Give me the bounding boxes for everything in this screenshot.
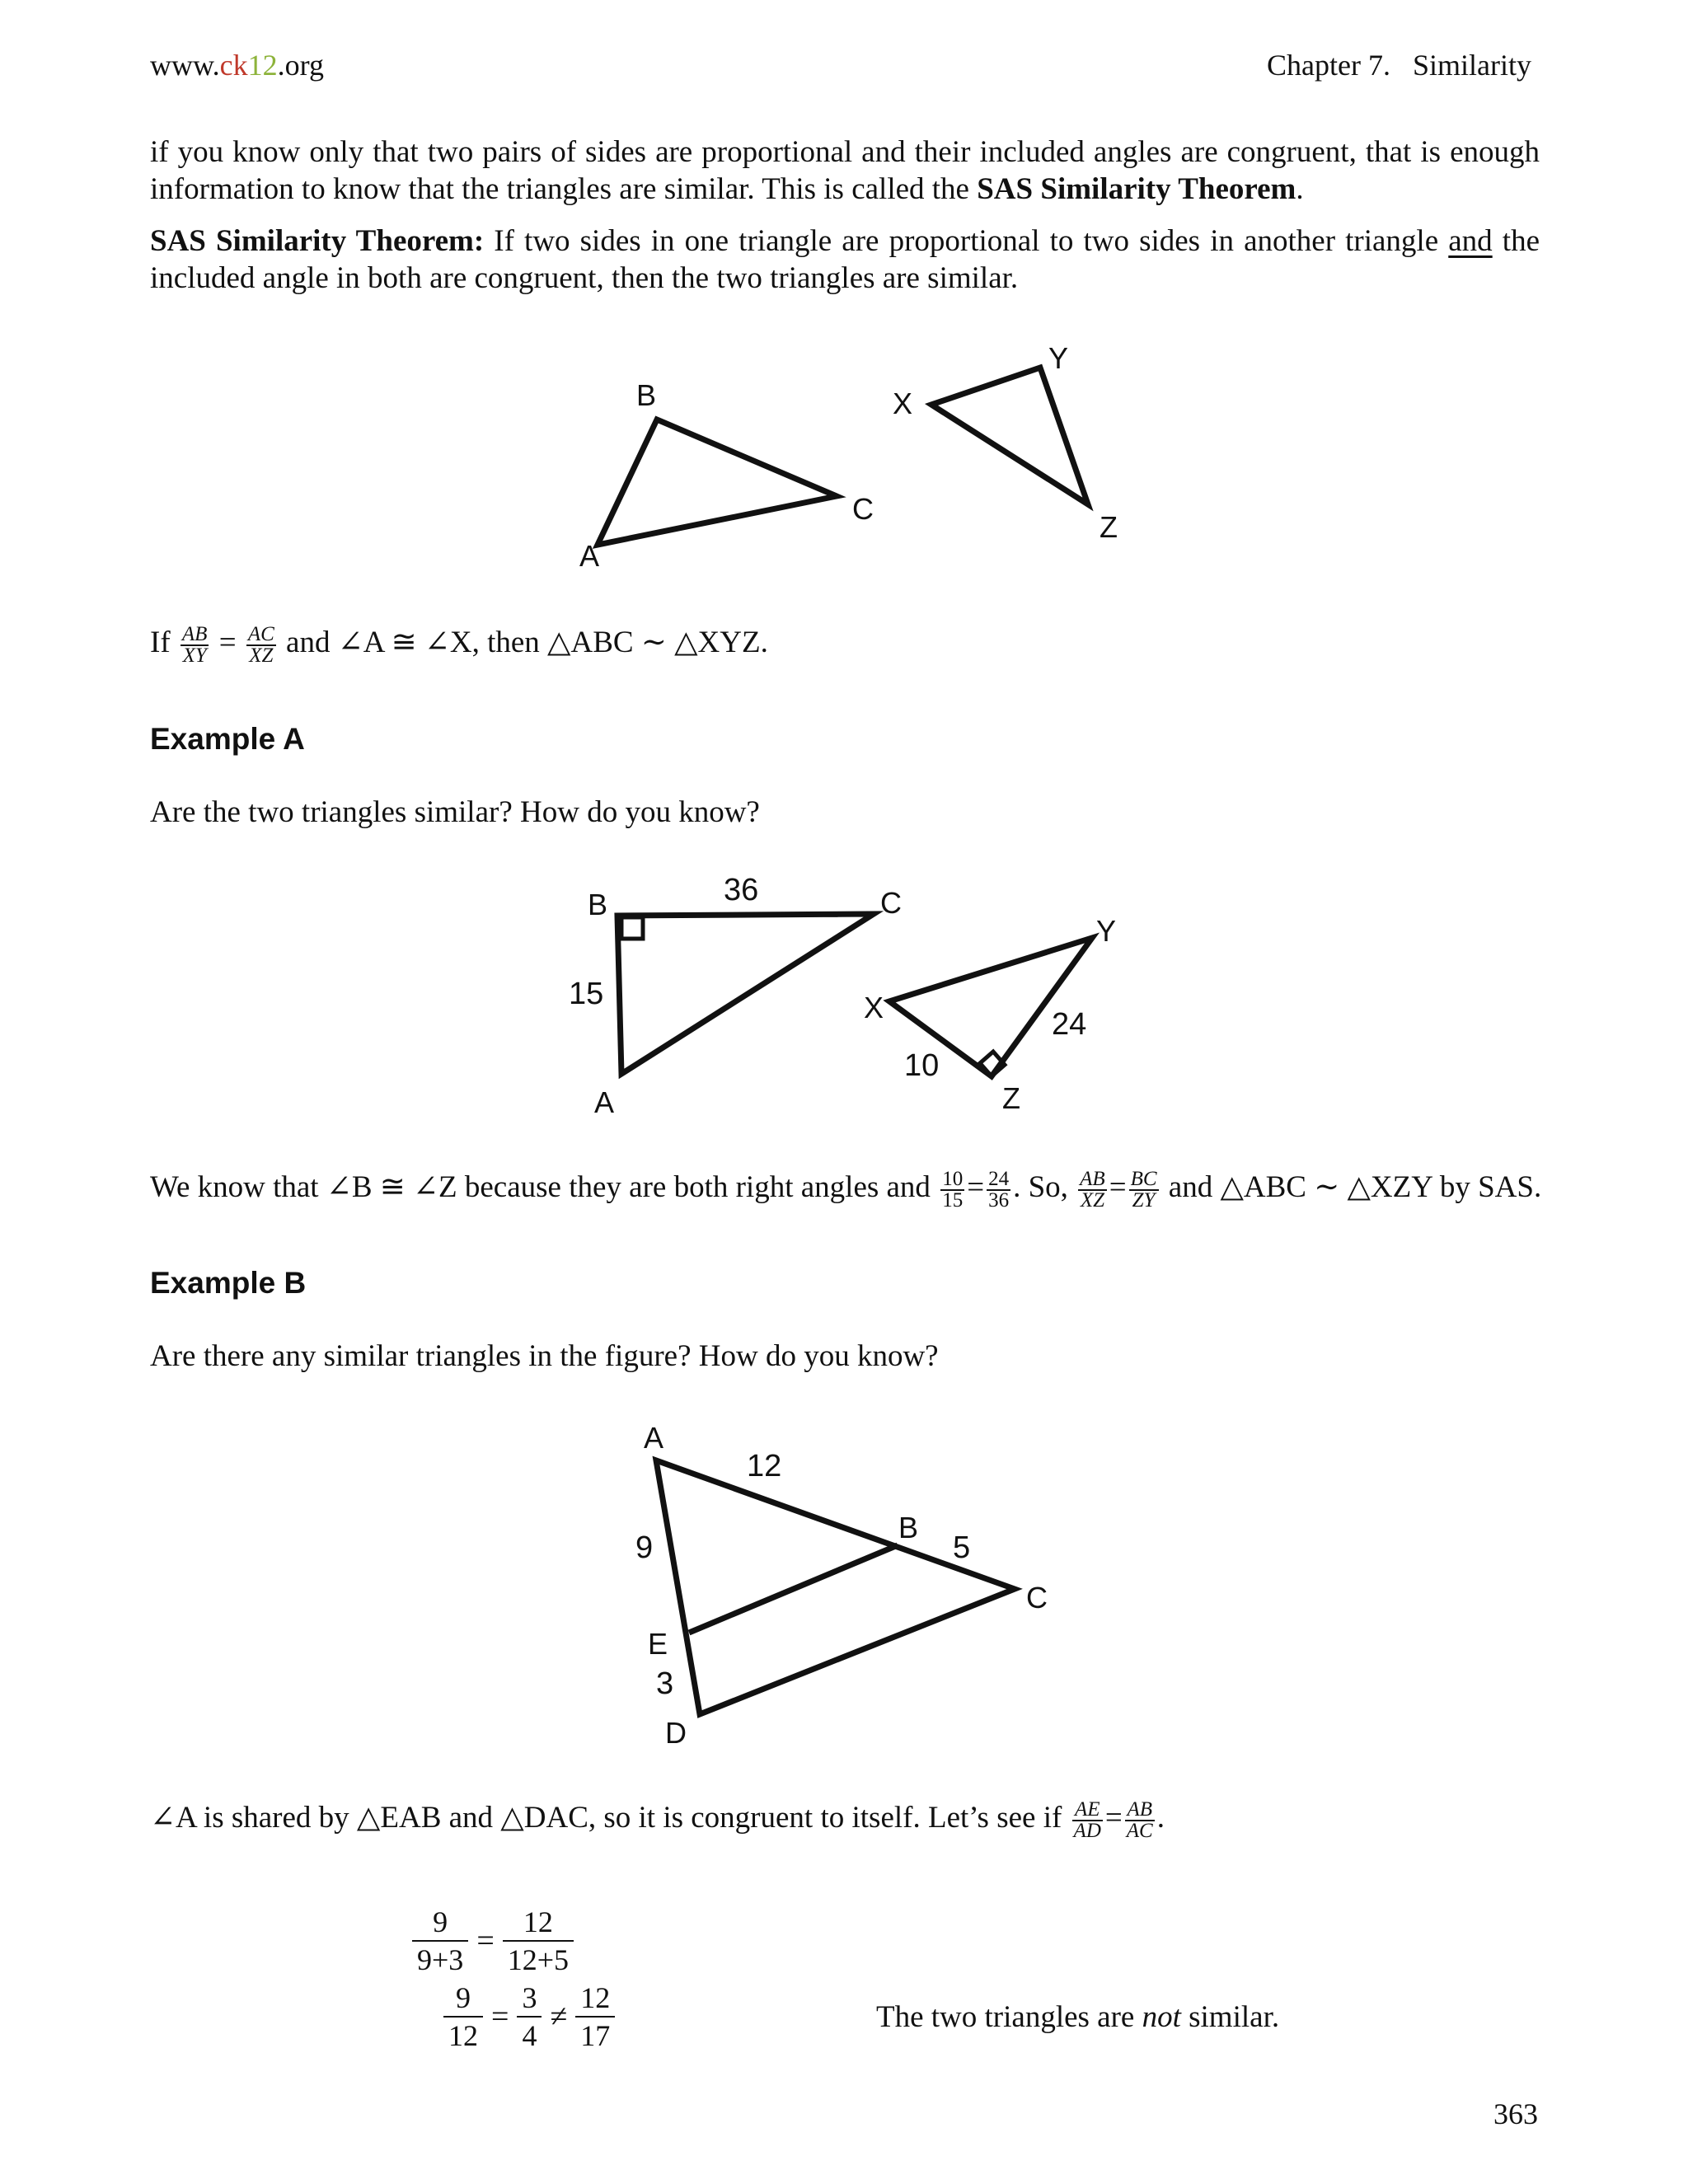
example-b-conclusion: The two triangles are not similar. <box>876 2000 1280 2034</box>
label-a: A <box>579 539 600 573</box>
label-e-b: E <box>648 1627 668 1661</box>
label-15: 15 <box>569 977 604 1011</box>
theorem-label: SAS Similarity Theorem: <box>150 224 485 258</box>
label-y: Y <box>1048 341 1069 375</box>
label-z-a: Z <box>1002 1081 1020 1115</box>
sas-rule-line: If $\frac{AB}{XY}$ = $\frac{AC}{XZ}$ and ∠A ≅ ∠X, then △ABC ∼ △XYZ. <box>150 622 768 667</box>
label-a-a: A <box>594 1085 615 1119</box>
label-z: Z <box>1100 510 1118 544</box>
label-b: B <box>636 378 657 412</box>
triangle-xyz <box>931 368 1088 504</box>
label-d-b: D <box>665 1716 687 1750</box>
site-ck: ck <box>219 49 248 82</box>
label-9: 9 <box>635 1530 654 1565</box>
calc-row-1: $\frac{9}{9+3}$ = $\frac{12}{12+5}$ <box>412 1904 574 1978</box>
label-b-a: B <box>588 888 608 921</box>
label-b-b: B <box>898 1511 919 1544</box>
label-x: X <box>893 387 913 420</box>
label-3: 3 <box>656 1666 674 1701</box>
label-c-a: C <box>880 886 902 920</box>
example-a-question: Are the two triangles similar? How do you know? <box>150 795 760 829</box>
right-angle-b <box>621 917 643 939</box>
example-a-heading: Example A <box>150 722 305 756</box>
label-y-a: Y <box>1096 914 1117 948</box>
triangle-abc-a <box>617 914 874 1074</box>
site-12: 12 <box>247 49 278 82</box>
triangle-dac <box>656 1460 1015 1714</box>
label-x-a: X <box>864 991 884 1024</box>
label-10: 10 <box>904 1048 940 1083</box>
example-a-answer: We know that ∠B ≅ ∠Z because they are both right angles and $\frac{10}{15}$ = $\frac{24}{36}$ . So, $\frac{AB}{XZ}$ = $\frac{BC}{ZY}$ and △ABC ∼ △XZY by SAS. <box>150 1167 1542 1212</box>
chapter-title: Chapter 7. Similarity <box>1267 49 1531 82</box>
label-5: 5 <box>953 1530 971 1565</box>
label-36: 36 <box>724 873 759 907</box>
page-number: 363 <box>1493 2097 1538 2130</box>
label-c: C <box>852 492 874 526</box>
triangle-abc <box>598 419 837 545</box>
calc-row-2: $\frac{9}{12}$ = $\frac{3}{4}$ ≠ $\frac{12}{17}$ <box>443 1980 615 2054</box>
label-24: 24 <box>1052 1007 1087 1042</box>
example-b-heading: Example B <box>150 1266 307 1300</box>
intro-paragraph: if you know only that two pairs of sides are proportional and their included angles are congruent, that is enough information to know that the triangles are similar. This is called the SAS Similarity Theorem. <box>150 135 1540 206</box>
segment-eb <box>689 1545 898 1633</box>
example-b-question: Are there any similar triangles in the figure? How do you know? <box>150 1339 939 1373</box>
site-url[interactable]: www.ck12.org <box>150 49 324 82</box>
theorem-paragraph: SAS Similarity Theorem: If two sides in one triangle are proportional to two sides in another triangle and the included angle in both are congruent, then the two triangles are similar. <box>150 224 1540 295</box>
label-c-b: C <box>1026 1581 1048 1615</box>
label-a-b: A <box>644 1421 664 1455</box>
label-12: 12 <box>747 1449 782 1483</box>
example-b-statement: ∠A is shared by △EAB and △DAC, so it is congruent to itself. Let’s see if $\frac{AE}{AD}$ = $\frac{AB}{AC}$ . <box>150 1797 1165 1842</box>
